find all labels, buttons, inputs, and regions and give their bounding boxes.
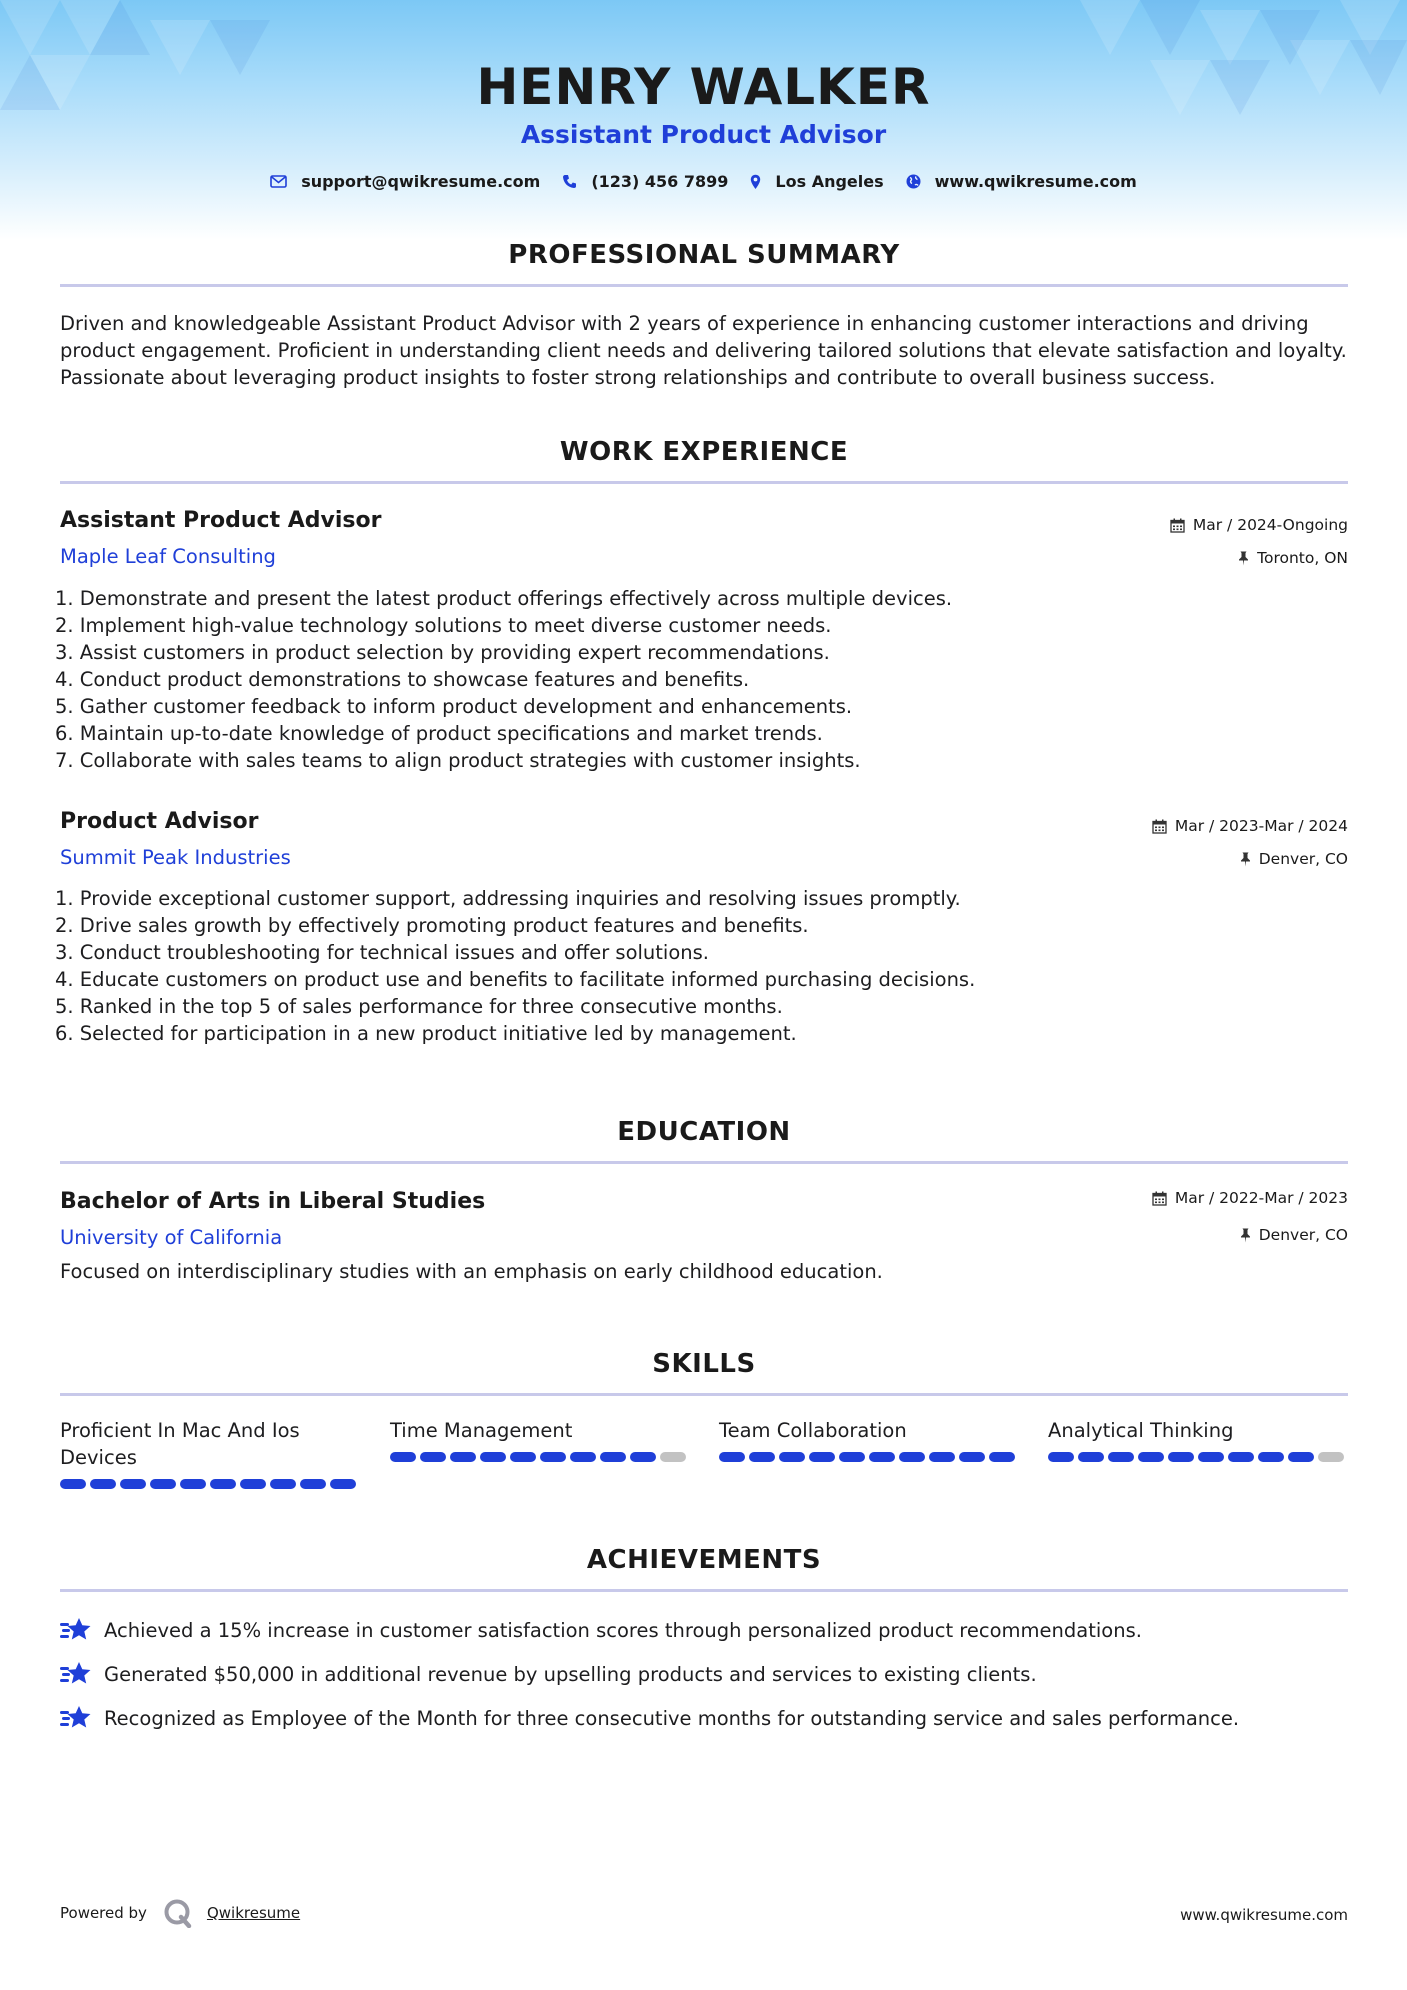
contact-location (750, 172, 883, 191)
job-title: Product Advisor (60, 809, 259, 834)
skill-segment-filled (390, 1452, 416, 1462)
skill-segment-filled (60, 1479, 86, 1489)
achievement-item (60, 1661, 1037, 1687)
job-company: Summit Peak Industries (60, 846, 291, 869)
powered-by-label: Powered by (60, 1904, 147, 1922)
list-item: 7. Collaborate with sales teams to align product strategies with customer insights. (55, 749, 861, 772)
skill-segment-filled (1258, 1452, 1284, 1462)
list-item: 1. Demonstrate and present the latest product offerings effectively across multiple devices. (55, 587, 953, 610)
section-divider (60, 1589, 1348, 1592)
skill-segment-filled (300, 1479, 326, 1489)
skill-segment-filled (90, 1479, 116, 1489)
contact-phone-text: (123) 456 7899 (591, 172, 729, 191)
skill-segment-filled (1168, 1452, 1194, 1462)
skill-segment-filled (749, 1452, 775, 1462)
skill-segment-empty (660, 1452, 686, 1462)
skill-segment-filled (719, 1452, 745, 1462)
education-location (1240, 1226, 1348, 1244)
skill-segment-filled (779, 1452, 805, 1462)
section-divider (60, 284, 1348, 287)
section-divider (60, 1393, 1348, 1396)
job-responsibilities (55, 585, 952, 774)
footer-powered-by (60, 1898, 300, 1928)
skill-segment-filled (1048, 1452, 1074, 1462)
list-item: 6. Maintain up-to-date knowledge of product specifications and market trends. (55, 722, 823, 745)
skill-segment-filled (839, 1452, 865, 1462)
job-responsibilities (55, 885, 975, 1047)
job-location-text: Denver, CO (1258, 850, 1348, 868)
summary-heading: PROFESSIONAL SUMMARY (508, 240, 900, 270)
skill-segment-filled (150, 1479, 176, 1489)
contact-website[interactable] (906, 172, 1137, 191)
skill-name: Time Management (390, 1419, 573, 1442)
skill-segment-filled (330, 1479, 356, 1489)
skills-heading: SKILLS (652, 1349, 756, 1379)
star-icon (60, 1617, 92, 1643)
job-dates-text: Mar / 2023-Mar / 2024 (1174, 817, 1348, 835)
skill-segment-filled (540, 1452, 566, 1462)
skill-level-bar (719, 1452, 1019, 1462)
star-icon (60, 1705, 92, 1731)
job-dates (1170, 516, 1348, 534)
skill-segment-filled (929, 1452, 955, 1462)
skill-segment-filled (180, 1479, 206, 1489)
candidate-role: Assistant Product Advisor (520, 120, 887, 149)
job-dates (1152, 817, 1348, 835)
skill-name: Analytical Thinking (1048, 1419, 1234, 1442)
skill-item (1048, 1417, 1348, 1462)
skill-level-bar (60, 1479, 360, 1489)
list-item: 6. Selected for participation in a new product initiative led by management. (55, 1022, 797, 1045)
achievement-text: Generated $50,000 in additional revenue by upselling products and services to existing clients. (104, 1662, 1037, 1686)
skill-segment-filled (1198, 1452, 1224, 1462)
skill-segment-filled (120, 1479, 146, 1489)
education-dates (1152, 1189, 1348, 1207)
achievement-text: Achieved a 15% increase in customer satisfaction scores through personalized product recommendations. (104, 1618, 1142, 1642)
calendar-icon (1170, 518, 1185, 533)
list-item: 4. Conduct product demonstrations to showcase features and benefits. (55, 668, 750, 691)
contact-email[interactable] (270, 172, 540, 191)
job-company: Maple Leaf Consulting (60, 545, 276, 568)
skill-segment-filled (270, 1479, 296, 1489)
skill-segment-filled (1138, 1452, 1164, 1462)
phone-icon (562, 174, 577, 189)
skill-segment-filled (510, 1452, 536, 1462)
qwikresume-link[interactable]: Qwikresume (206, 1904, 301, 1922)
list-item: 3. Conduct troubleshooting for technical issues and offer solutions. (55, 941, 709, 964)
education-description: Focused on interdisciplinary studies with an emphasis on early childhood education. (60, 1260, 883, 1283)
list-item: 2. Drive sales growth by effectively promoting product features and benefits. (55, 914, 809, 937)
skill-segment-filled (600, 1452, 626, 1462)
envelope-icon (270, 175, 287, 188)
experience-heading: WORK EXPERIENCE (559, 437, 849, 467)
contact-location-text: Los Angeles (775, 172, 884, 191)
skill-segment-filled (570, 1452, 596, 1462)
job-title: Assistant Product Advisor (60, 508, 382, 533)
skill-segment-filled (1228, 1452, 1254, 1462)
footer-website[interactable]: www.qwikresume.com (1180, 1906, 1348, 1924)
summary-text: Driven and knowledgeable Assistant Product Advisor with 2 years of experience in enhancing customer interactions and driving product engagement. Proficient in understanding client needs and delivering tailored solutions that elevate satisfaction and loyalty. Passionate about leveraging product insights to foster strong relationships and contribute to overall business success. (60, 312, 1347, 389)
contact-phone[interactable] (562, 172, 728, 191)
pushpin-icon (1240, 852, 1251, 867)
job-location (1238, 549, 1348, 567)
skill-segment-filled (1108, 1452, 1134, 1462)
skill-segment-filled (480, 1452, 506, 1462)
contact-bar (0, 172, 1407, 191)
skill-name: Proficient In Mac And Ios Devices (60, 1419, 300, 1469)
pushpin-icon (1240, 1228, 1251, 1243)
achievement-item (60, 1705, 1239, 1731)
contact-website-text: www.qwikresume.com (934, 172, 1137, 191)
section-divider (60, 1161, 1348, 1164)
skill-segment-filled (240, 1479, 266, 1489)
skill-level-bar (390, 1452, 690, 1462)
skill-item (719, 1417, 1019, 1462)
list-item: 2. Implement high-value technology solutions to meet diverse customer needs. (55, 614, 832, 637)
skill-item (60, 1417, 360, 1489)
education-dates-text: Mar / 2022-Mar / 2023 (1174, 1189, 1348, 1207)
qwikresume-logo-icon (163, 1898, 193, 1928)
calendar-icon (1152, 1191, 1167, 1206)
education-degree: Bachelor of Arts in Liberal Studies (60, 1189, 486, 1214)
skill-segment-filled (989, 1452, 1015, 1462)
list-item: 1. Provide exceptional customer support, addressing inquiries and resolving issues promptly. (55, 887, 961, 910)
skill-segment-filled (420, 1452, 446, 1462)
skill-segment-filled (1288, 1452, 1314, 1462)
job-dates-text: Mar / 2024-Ongoing (1192, 516, 1348, 534)
star-icon (60, 1661, 92, 1687)
achievement-item (60, 1617, 1142, 1643)
skill-segment-filled (450, 1452, 476, 1462)
skill-segment-filled (630, 1452, 656, 1462)
list-item: 3. Assist customers in product selection by providing expert recommendations. (55, 641, 830, 664)
list-item: 4. Educate customers on product use and benefits to facilitate informed purchasing decisions. (55, 968, 976, 991)
skill-segment-filled (959, 1452, 985, 1462)
globe-icon (906, 174, 921, 189)
skill-name: Team Collaboration (719, 1419, 907, 1442)
education-heading: EDUCATION (617, 1117, 791, 1147)
skill-segment-filled (899, 1452, 925, 1462)
achievement-text: Recognized as Employee of the Month for three consecutive months for outstanding service and sales performance. (104, 1706, 1240, 1730)
skill-segment-empty (1318, 1452, 1344, 1462)
list-item: 5. Ranked in the top 5 of sales performance for three consecutive months. (55, 995, 783, 1018)
education-school: University of California (60, 1226, 283, 1249)
skill-segment-filled (210, 1479, 236, 1489)
skill-level-bar (1048, 1452, 1348, 1462)
job-location (1240, 850, 1348, 868)
candidate-name: HENRY WALKER (476, 58, 931, 116)
list-item: 5. Gather customer feedback to inform product development and enhancements. (55, 695, 853, 718)
achievements-heading: ACHIEVEMENTS (586, 1545, 822, 1575)
section-divider (60, 481, 1348, 484)
skill-segment-filled (1078, 1452, 1104, 1462)
calendar-icon (1152, 819, 1167, 834)
contact-email-text: support@qwikresume.com (301, 172, 541, 191)
skill-item (390, 1417, 690, 1462)
education-location-text: Denver, CO (1258, 1226, 1348, 1244)
job-location-text: Toronto, ON (1257, 549, 1348, 567)
pushpin-icon (1238, 551, 1249, 566)
skill-segment-filled (809, 1452, 835, 1462)
skill-segment-filled (869, 1452, 895, 1462)
map-pin-icon (750, 174, 761, 190)
